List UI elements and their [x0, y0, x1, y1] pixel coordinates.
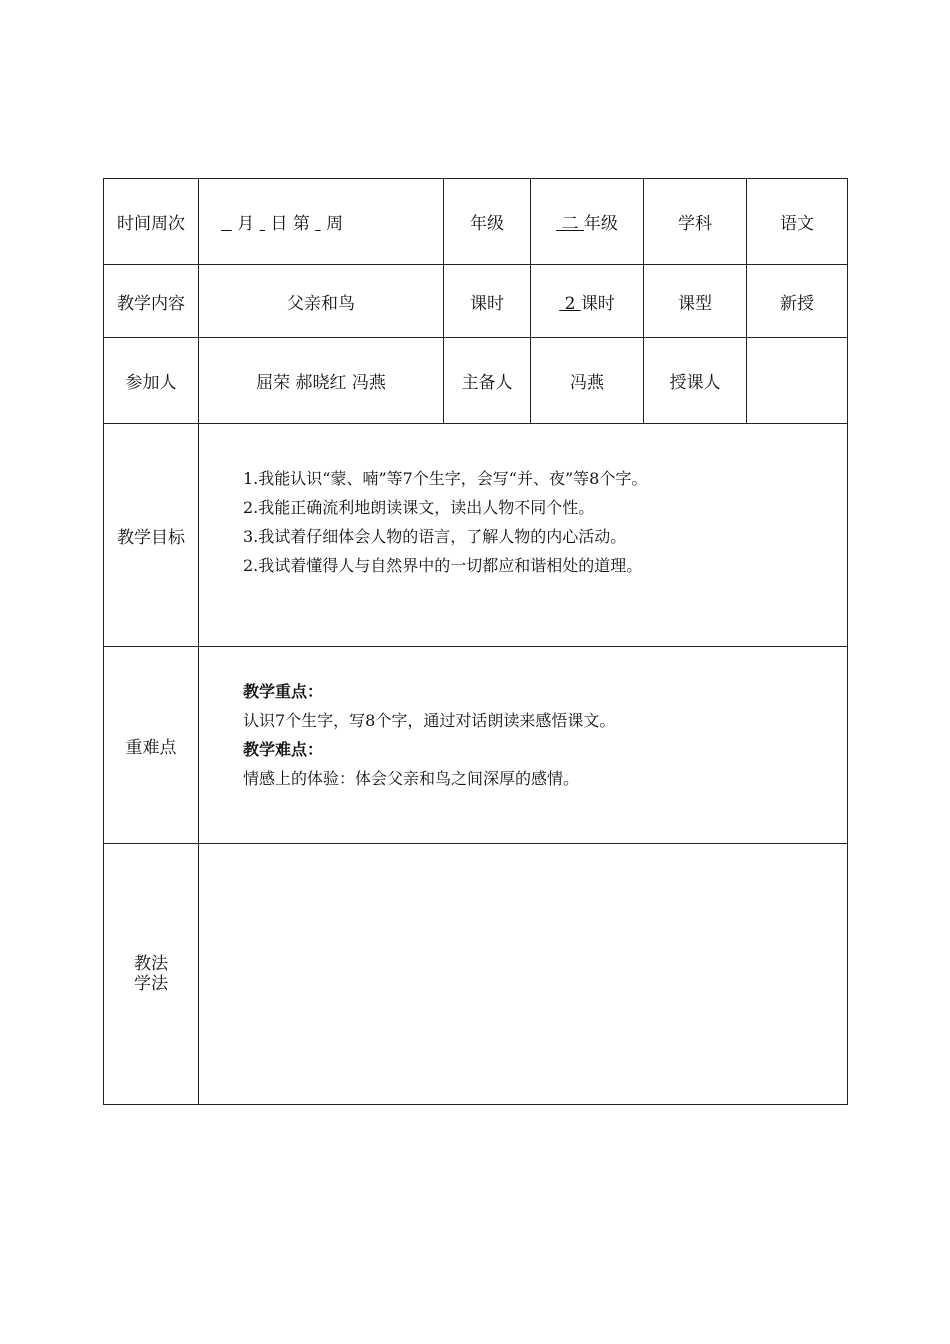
grade-label: 年级: [444, 179, 531, 265]
row-content: [104, 265, 848, 338]
subject-label: 学科: [644, 179, 747, 265]
type-value: 新授: [747, 265, 848, 338]
row-goals: [104, 424, 848, 647]
period-number: 2: [559, 293, 581, 314]
period-unit: 课时: [580, 293, 615, 314]
goal-item: 2.我能正确流利地朗读课文，读出人物不同个性。: [243, 498, 595, 517]
goal-item: 3.我试着仔细体会人物的语言，了解人物的内心活动。: [243, 527, 627, 546]
lead-label: 主备人: [444, 338, 531, 424]
goal-item: 2.我试着懂得人与自然界中的一切都应和谐相处的道理。: [243, 556, 643, 575]
grade-number: 二: [556, 214, 584, 234]
row-key-points: [104, 647, 848, 844]
lesson-plan-table: [103, 178, 848, 1105]
key-points-label: 重难点: [104, 647, 199, 844]
methods-label: [104, 844, 199, 1105]
focus-text: 认识7个生字，写8个字，通过对话朗读来感悟课文。: [243, 711, 616, 730]
time-value: [199, 179, 444, 265]
period-label: 课时: [444, 265, 531, 338]
period-value: [531, 265, 644, 338]
row-methods: [104, 844, 848, 1105]
goal-item: 1.我能认识“蒙、喃”等7个生字，会写“并、夜”等8个字。: [243, 469, 648, 488]
content-label: 教学内容: [104, 265, 199, 338]
time-label: 时间周次: [104, 179, 199, 265]
day-blank: [260, 214, 265, 234]
content-value: 父亲和鸟: [199, 265, 444, 338]
teacher-value: [747, 338, 848, 424]
type-label: 课型: [644, 265, 747, 338]
grade-value: [531, 179, 644, 265]
day-week-text: 日 第: [270, 214, 310, 234]
row-participants: [104, 338, 848, 424]
methods-label-line2: 学法: [134, 974, 168, 994]
goals-content: [199, 424, 848, 647]
goals-label: 教学目标: [104, 424, 199, 647]
key-points-content: [199, 647, 848, 844]
row-time: [104, 179, 848, 265]
methods-content: [199, 844, 848, 1105]
grade-unit: 年级: [583, 214, 618, 234]
lead-value: 冯燕: [531, 338, 644, 424]
week-blank: [315, 214, 320, 234]
difficulty-title: 教学难点：: [243, 740, 324, 759]
participants-label: 参加人: [104, 338, 199, 424]
methods-label-line1: 教法: [134, 954, 168, 974]
difficulty-text: 情感上的体验：体会父亲和鸟之间深厚的感情。: [243, 769, 580, 788]
month-text: 月: [237, 214, 255, 234]
teacher-label: 授课人: [644, 338, 747, 424]
participants-value: 屈荣 郝晓红 冯燕: [199, 338, 444, 424]
subject-value: 语文: [747, 179, 848, 265]
focus-title: 教学重点：: [243, 682, 324, 701]
month-blank: [221, 214, 232, 234]
week-text: 周: [326, 214, 344, 234]
